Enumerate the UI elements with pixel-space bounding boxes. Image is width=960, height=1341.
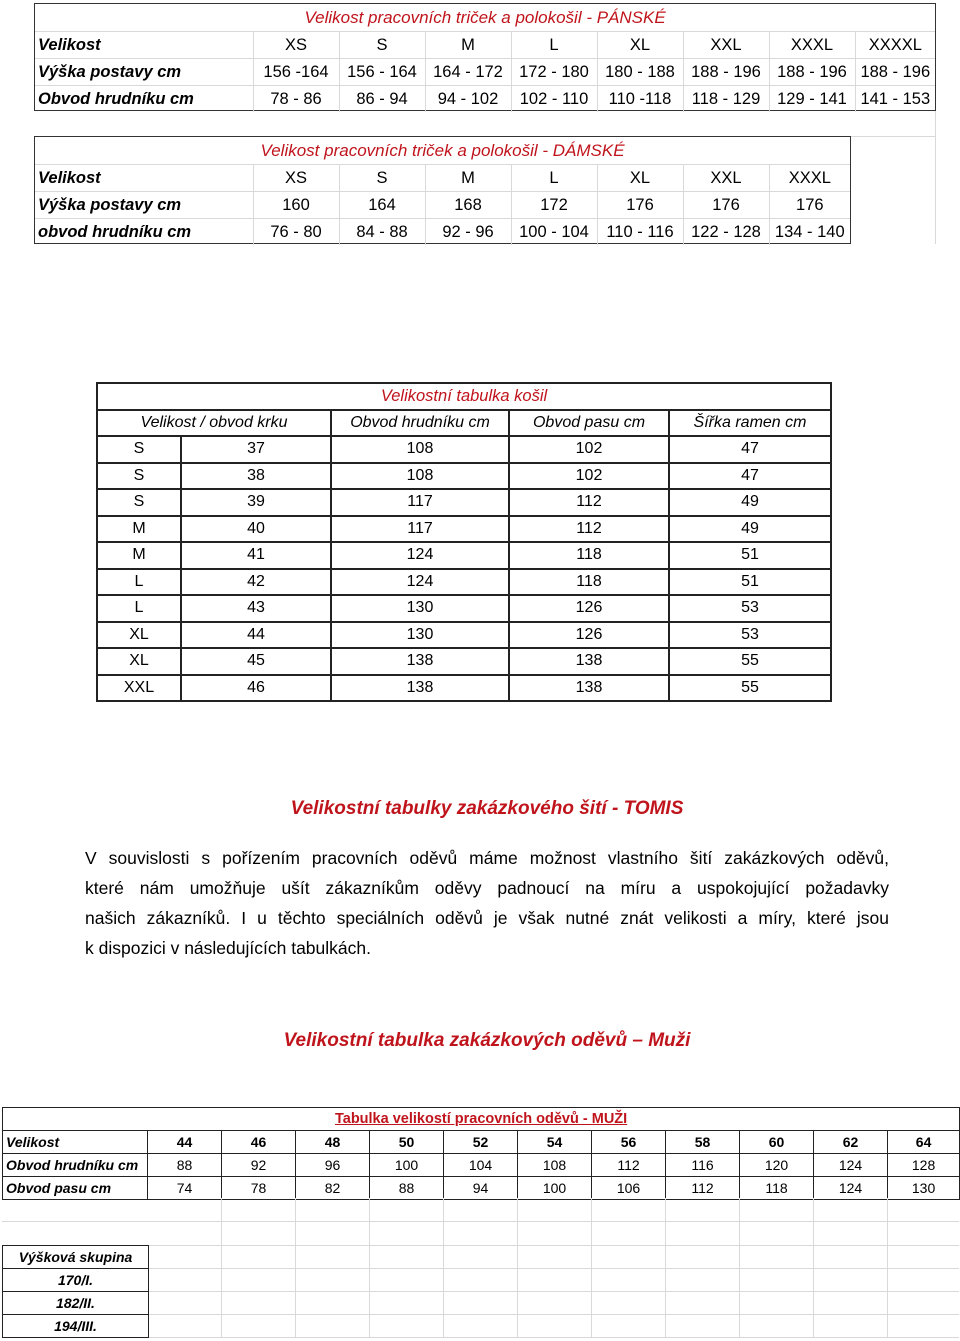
height-group-table	[2, 1245, 149, 1338]
table-row: obvod hrudníku cm 76 - 80 84 - 88 92 - 96 100 - 104 110 - 116 122 - 128 134 - 140	[35, 219, 850, 246]
grid-line	[591, 1198, 592, 1338]
grid-line	[295, 1198, 296, 1338]
table-row: Velikost XS S M L XL XXL XXXL	[35, 165, 850, 192]
custom-tailoring-paragraph: V souvislosti s pořízením pracovních oděvů máme možnost vlastního šití zakázkových oděvů, které nám umožňuje ušít zákazníkům oděvy padnoucí na míru a uspokojující požadavky našich zákazníků. I u těchto speciálních oděvů je však nutné znát velikosti a míry, které jsou k dispozici v následujících tabulkách.	[85, 848, 889, 958]
table-row: Obvod hrudníku cm 78 - 86 86 - 94 94 - 102 102 - 110 110 -118 118 - 129 129 - 141 141 - 153	[35, 86, 935, 113]
table-row: 182/II.	[3, 1292, 149, 1315]
table-row: XL 44 130 126 53	[97, 622, 831, 649]
table-row: Výška postavy cm 156 -164 156 - 164 164 - 172 172 - 180 180 - 188 188 - 196 188 - 196 188 - 196	[35, 59, 935, 86]
men-workwear-title: Tabulka velikostí pracovních oděvů - MUŽI	[3, 1108, 960, 1131]
table-row: L 43 130 126 53	[97, 595, 831, 622]
table-row: 194/III.	[3, 1315, 149, 1338]
grid-line	[935, 111, 936, 244]
grid-line	[443, 1198, 444, 1338]
column-header: Obvod hrudníku cm	[331, 410, 509, 437]
table-row: Velikost 44 46 48 50 52 54 56 58 60 62 64	[3, 1131, 960, 1154]
table-row: M 41 124 118 51	[97, 542, 831, 569]
table-row: Velikost XS S M L XL XXL XXXL XXXXL	[35, 32, 935, 59]
grid-line	[221, 1198, 222, 1338]
grid-line	[2, 1221, 959, 1222]
grid-line	[369, 1198, 370, 1338]
table-row: S 38 108 102 47	[97, 463, 831, 490]
table-row: Obvod pasu cm 74 78 82 88 94 100 106 112 118 124 130	[3, 1177, 960, 1200]
table-row: M 40 117 112 49	[97, 516, 831, 543]
column-header: Šířka ramen cm	[669, 410, 831, 437]
mens-tshirt-table	[35, 4, 935, 112]
table-row: 170/I.	[3, 1269, 149, 1292]
custom-tailoring-heading: Velikostní tabulky zakázkového šití - TOMIS	[290, 798, 684, 819]
men-custom-heading: Velikostní tabulka zakázkových oděvů – Muži	[283, 1030, 691, 1051]
table-row: L 42 124 118 51	[97, 569, 831, 596]
column-header: Velikost / obvod krku	[97, 410, 331, 437]
shirts-table	[96, 382, 832, 702]
table-row: XXL 46 138 138 55	[97, 675, 831, 702]
column-header: Obvod pasu cm	[509, 410, 669, 437]
womens-tshirt-title: Velikost pracovních triček a polokošil - DÁMSKÉ	[35, 137, 850, 165]
men-workwear-table	[2, 1107, 960, 1200]
table-row: Výška postavy cm 160 164 168 172 176 176 176	[35, 192, 850, 219]
grid-line	[665, 1198, 666, 1338]
table-row: XL 45 138 138 55	[97, 648, 831, 675]
mens-tshirt-title: Velikost pracovních triček a polokošil - PÁNSKÉ	[35, 4, 935, 32]
table-row: S 39 117 112 49	[97, 489, 831, 516]
grid-line	[887, 1198, 888, 1338]
grid-line	[813, 1198, 814, 1338]
grid-line	[517, 1198, 518, 1338]
table-row: Obvod hrudníku cm 88 92 96 100 104 108 112 116 120 124 128	[3, 1154, 960, 1177]
womens-tshirt-table	[35, 137, 850, 245]
grid-line	[739, 1198, 740, 1338]
table-row: S 37 108 102 47	[97, 436, 831, 463]
height-group-title: Výšková skupina	[3, 1246, 149, 1269]
shirts-table-title: Velikostní tabulka košil	[97, 383, 831, 410]
